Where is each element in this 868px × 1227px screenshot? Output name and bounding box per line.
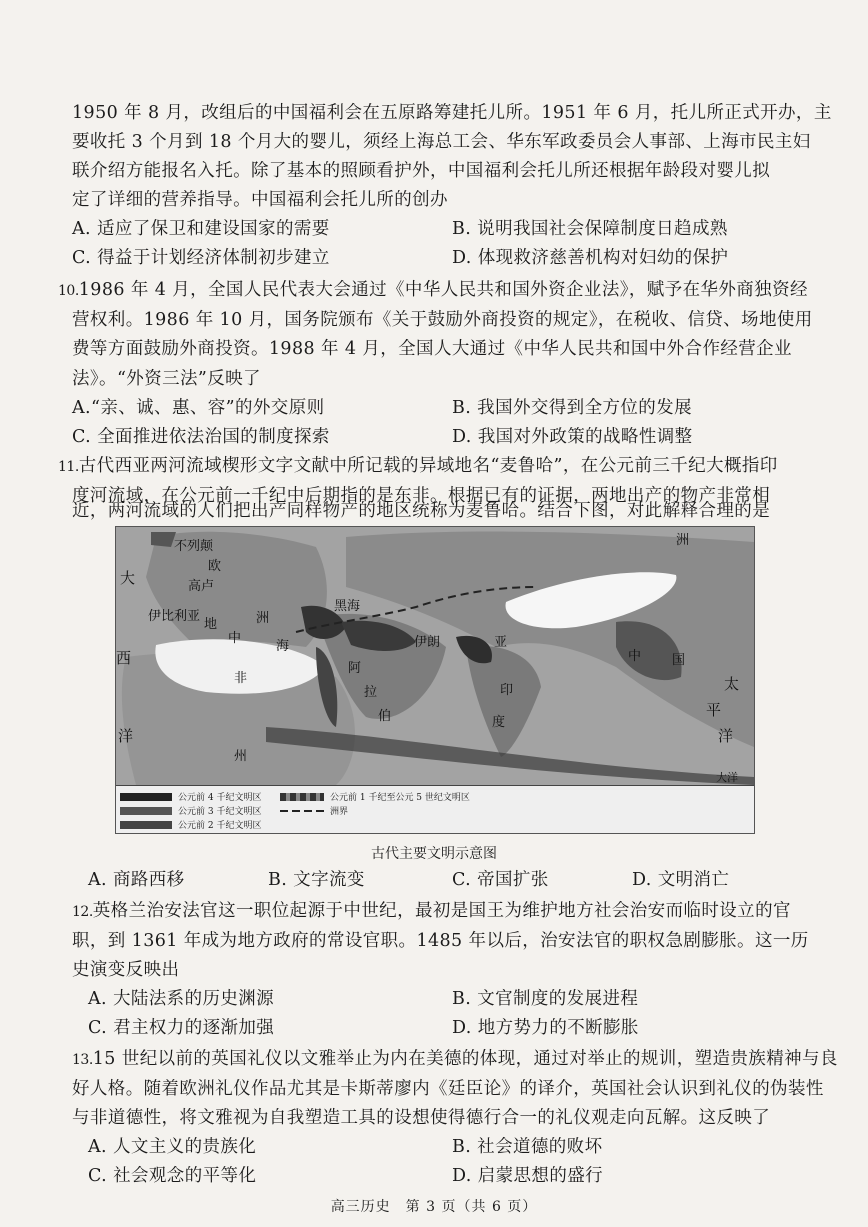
q12-option-b: B. 文官制度的发展进程 bbox=[452, 989, 639, 1009]
map-label-zhong: 中 bbox=[228, 631, 242, 646]
map-label-iberia: 伊比利亚 bbox=[148, 609, 201, 624]
q13-option-a: A. 人文主义的贵族化 bbox=[88, 1137, 257, 1157]
q10-stem-line-4: 法》。“外资三法”反映了 bbox=[72, 369, 261, 389]
map-legend bbox=[116, 785, 754, 834]
q11-option-c: C. 帝国扩张 bbox=[452, 870, 549, 890]
q10-stem-line-2: 营权利。1986 年 10 月，国务院颁布《关于鼓励外商投资的规定》，在税收、信贷、场地使用 bbox=[72, 310, 813, 330]
map-label-la: 拉 bbox=[364, 685, 378, 700]
map-label-du: 度 bbox=[492, 715, 506, 730]
map-label-yin: 印 bbox=[500, 683, 514, 698]
q10-number: 10. bbox=[58, 283, 79, 299]
map-label-tai: 太 bbox=[724, 675, 740, 693]
q13-stem-line-1: 13.15 世纪以前的英国礼仪以文雅举止为内在美德的体现，通过对举止的规训，塑造贵族精神与良 bbox=[72, 1044, 812, 1075]
q12-stem-line-2: 职，到 1361 年成为地方政府的常设官职。1485 年以后，治安法官的职权急剧膨胀。这一历 bbox=[72, 931, 809, 951]
q10-option-c: C. 全面推进依法治国的制度探索 bbox=[72, 427, 330, 447]
q9-option-b: B. 说明我国社会保障制度日趋成熟 bbox=[452, 219, 728, 239]
map-label-yang-atlantic: 洋 bbox=[118, 727, 134, 745]
q9-option-c: C. 得益于计划经济体制初步建立 bbox=[72, 248, 330, 268]
legend-swatch-3rd bbox=[120, 807, 172, 815]
q12-option-a: A. 大陆法系的历史渊源 bbox=[88, 989, 275, 1009]
q11-option-d: D. 文明消亡 bbox=[632, 870, 730, 890]
q10-option-a: A.“亲、诚、惠、容”的外交原则 bbox=[72, 398, 325, 418]
map-label-zhou-top: 洲 bbox=[676, 533, 690, 548]
q9-option-d: D. 体现救济慈善机构对妇幼的保护 bbox=[452, 248, 729, 268]
map-label-di: 地 bbox=[204, 617, 218, 632]
legend-swatch-border bbox=[280, 810, 324, 812]
legend-4th-millennium: 公元前 4 千纪文明区 bbox=[120, 790, 261, 803]
legend-swatch-1st bbox=[280, 793, 324, 801]
q10-stem-line-1: 10.1986 年 4 月，全国人民代表大会通过《中华人民共和国外资企业法》，赋予在华外商独资经 bbox=[58, 275, 808, 306]
map-label-china-guo: 国 bbox=[672, 653, 686, 668]
map-label-black-sea: 黑海 bbox=[334, 599, 361, 614]
map-label-xi: 西 bbox=[116, 649, 132, 667]
map-label-yang-pacific: 洋 bbox=[718, 727, 734, 745]
page-footer: 高三历史 第 3 页（共 6 页） bbox=[330, 1199, 538, 1215]
map-label-ya: 亚 bbox=[494, 635, 508, 650]
legend-continent-border: 洲界 bbox=[280, 804, 348, 817]
map-label-gaul: 高卢 bbox=[188, 579, 215, 594]
q9-option-a: A. 适应了保卫和建设国家的需要 bbox=[72, 219, 330, 239]
q11-stem-line-2: 度河流域，在公元前一千纪中后期指的是东非。根据已有的证据，两地出产的物产非常相 bbox=[72, 486, 771, 506]
map-label-iran: 伊朗 bbox=[414, 635, 441, 650]
q9-stem-line-1: 1950 年 8 月，改组后的中国福利会在五原路筹建托儿所。1951 年 6 月，托儿所正式开办，主 bbox=[72, 103, 832, 123]
q12-stem-line-1: 12.英格兰治安法官这一职位起源于中世纪，最初是国王为维护地方社会治安而临时设立的官 bbox=[72, 896, 812, 927]
civilization-map bbox=[115, 526, 755, 834]
map-label-zhou: 洲 bbox=[256, 611, 270, 626]
map-label-hai: 海 bbox=[276, 639, 290, 654]
q9-stem-line-4: 定了详细的营养指导。中国福利会托儿所的创办 bbox=[72, 190, 448, 210]
legend-swatch-4th bbox=[120, 793, 172, 801]
q12-option-d: D. 地方势力的不断膨胀 bbox=[452, 1018, 639, 1038]
q13-stem-line-3: 与非道德性，将文雅视为自我塑造工具的设想使得德行合一的礼仪观走向瓦解。这反映了 bbox=[72, 1108, 771, 1128]
q9-stem-line-3: 联介绍方能报名入托。除了基本的照顾看护外，中国福利会托儿所还根据年龄段对婴儿拟 bbox=[72, 161, 771, 181]
legend-1st-millennium: 公元前 1 千纪至公元 5 世纪文明区 bbox=[280, 790, 470, 803]
q13-option-b: B. 社会道德的败坏 bbox=[452, 1137, 603, 1157]
q12-option-c: C. 君主权力的逐渐加强 bbox=[88, 1018, 275, 1038]
q9-stem-line-2: 要收托 3 个月到 18 个月大的婴儿，须经上海总工会、华东军政委员会人事部、上海市民主妇 bbox=[72, 132, 811, 152]
q11-stem-line-3: 近，两河流域的人们把出产同样物产的地区统称为麦鲁哈。结合下图，对此解释合理的是 bbox=[72, 501, 771, 521]
map-label-da: 大 bbox=[120, 569, 136, 587]
map-label-bo: 伯 bbox=[378, 709, 392, 724]
map-label-europe: 欧 bbox=[208, 559, 222, 574]
q13-number: 13. bbox=[72, 1052, 93, 1068]
q11-number: 11. bbox=[58, 459, 79, 475]
q13-stem-line-2: 好人格。随着欧洲礼仪作品尤其是卡斯蒂廖内《廷臣论》的译介，英国社会认识到礼仪的伪装性 bbox=[72, 1079, 824, 1099]
q13-option-c: C. 社会观念的平等化 bbox=[88, 1166, 257, 1186]
q10-option-b: B. 我国外交得到全方位的发展 bbox=[452, 398, 692, 418]
q11-stem-line-1: 11.古代西亚两河流域楔形文字文献中所记载的异域地名“麦鲁哈”，在公元前三千纪大概指印 bbox=[58, 451, 808, 482]
q10-stem-line-3: 费等方面鼓励外商投资。1988 年 4 月，全国人大通过《中华人民共和国中外合作经营企业 bbox=[72, 339, 792, 359]
q12-number: 12. bbox=[72, 904, 93, 920]
q11-option-b: B. 文字流变 bbox=[268, 870, 365, 890]
map-label-britain: 不列颠 bbox=[174, 539, 214, 554]
legend-2nd-millennium: 公元前 2 千纪文明区 bbox=[120, 818, 261, 831]
map-label-ping: 平 bbox=[706, 701, 722, 719]
q13-option-d: D. 启蒙思想的盛行 bbox=[452, 1166, 604, 1186]
map-label-dayang: 大洋 bbox=[716, 771, 738, 784]
map-label-china-zhong: 中 bbox=[628, 649, 642, 664]
map-label-fei: 非 bbox=[234, 671, 248, 686]
q11-option-a: A. 商路西移 bbox=[88, 870, 185, 890]
legend-swatch-2nd bbox=[120, 821, 172, 829]
q10-option-d: D. 我国对外政策的战略性调整 bbox=[452, 427, 693, 447]
legend-3rd-millennium: 公元前 3 千纪文明区 bbox=[120, 804, 261, 817]
map-label-a: 阿 bbox=[348, 661, 362, 676]
map-label-zhou-africa: 州 bbox=[234, 749, 248, 764]
map-caption: 古代主要文明示意图 bbox=[371, 846, 497, 862]
q12-stem-line-3: 史演变反映出 bbox=[72, 960, 180, 980]
